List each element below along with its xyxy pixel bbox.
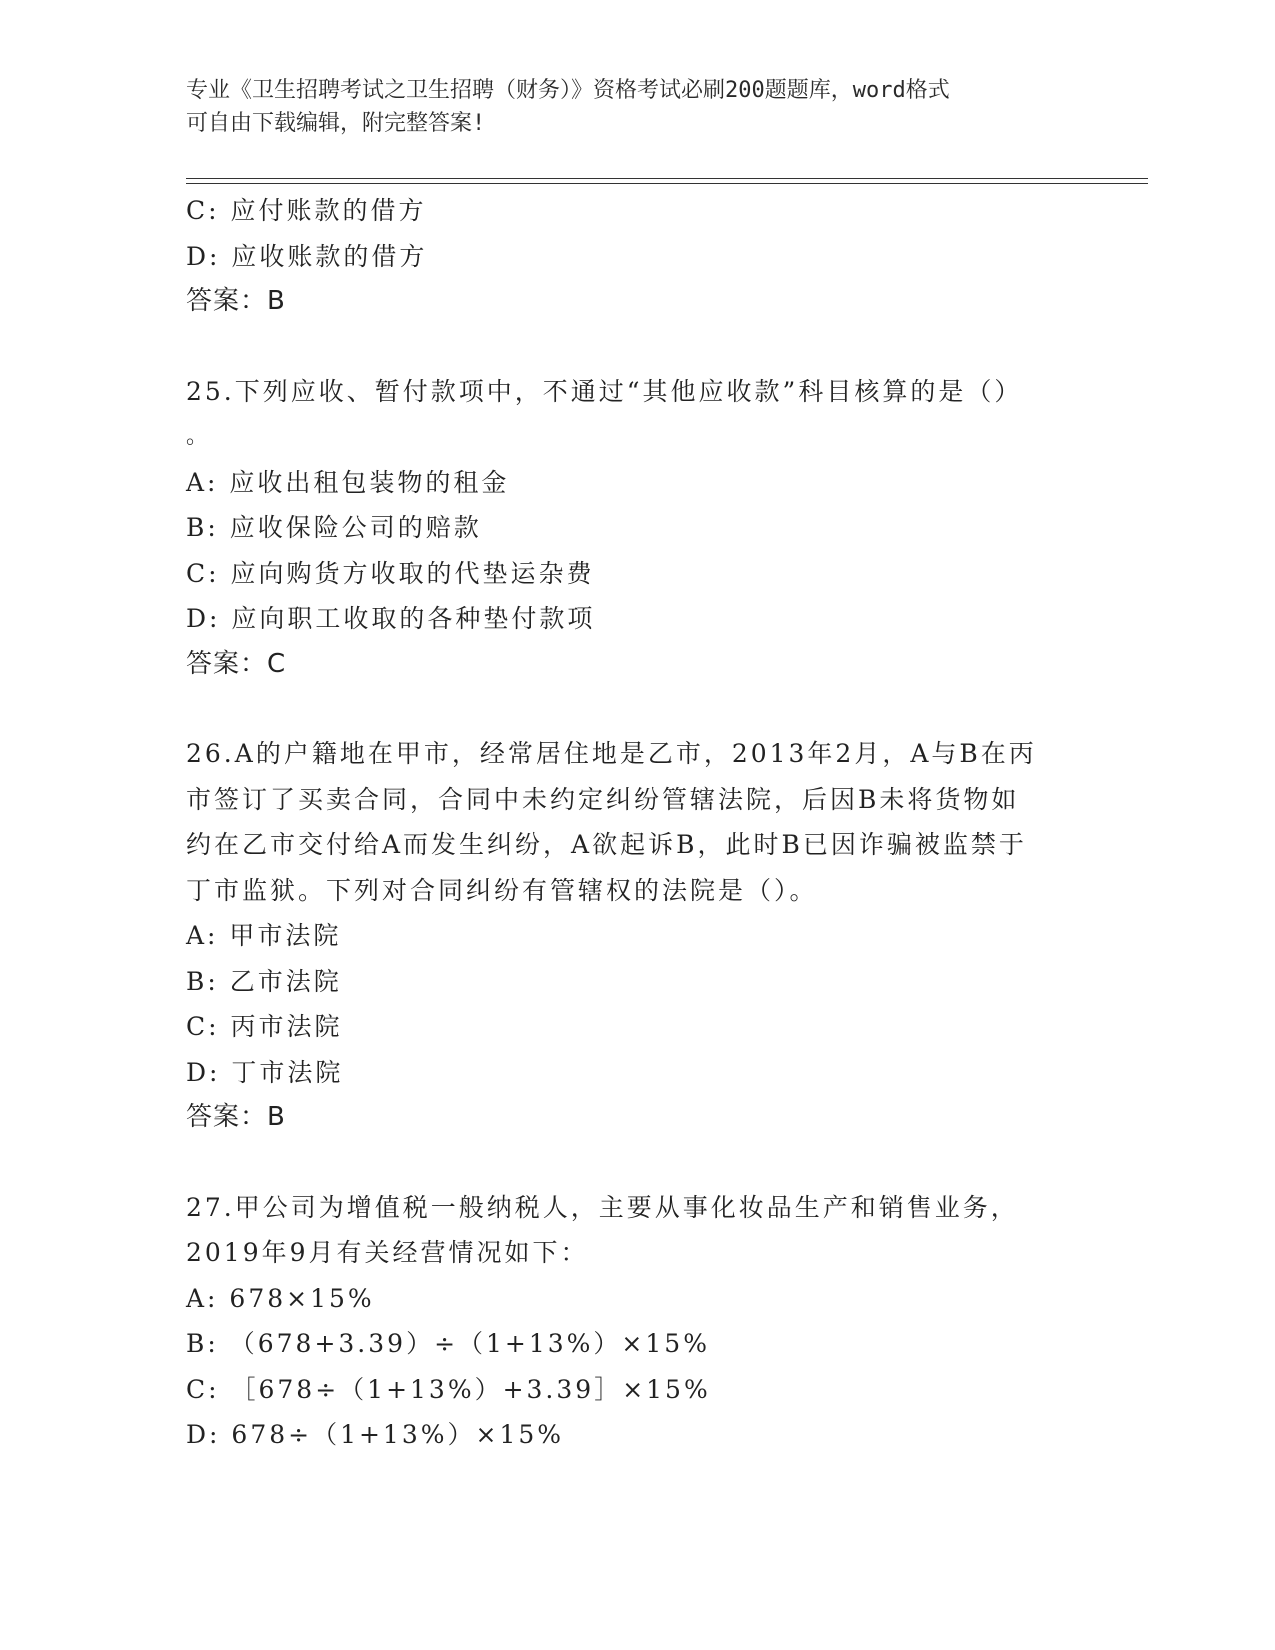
question-stem: 丁市监狱。下列对合同纠纷有管辖权的法院是（）。 <box>186 875 818 905</box>
answer: 答案：B <box>186 1102 286 1132</box>
question-27 <box>186 1185 1086 1458</box>
header-rule-top <box>186 178 1148 179</box>
answer: 答案：C <box>186 648 287 679</box>
document-header <box>186 74 1086 140</box>
option-c: C: 应向购货方收取的代垫运杂费 <box>186 558 595 588</box>
question-stem: 25.下列应收、暂付款项中，不通过“其他应收款”科目核算的是（） <box>186 376 1023 406</box>
question-stem: 2019年9月有关经营情况如下： <box>186 1238 589 1267</box>
answer: 答案：B <box>186 286 286 316</box>
option-d: D: 678÷（1+13%）×15% <box>186 1420 565 1449</box>
question-stem: 市签订了买卖合同，合同中未约定纠纷管辖法院，后因B未将货物如 <box>186 784 1020 814</box>
option-a: A: 甲市法院 <box>186 921 342 950</box>
option-c: C: 应付账款的借方 <box>186 196 427 225</box>
header-line-2: 可自由下载编辑，附完整答案! <box>186 111 486 136</box>
question-stem: 27.甲公司为增值税一般纳税人，主要从事化妆品生产和销售业务， <box>186 1192 1019 1222</box>
header-rule-bottom <box>186 183 1148 184</box>
question-stem: 26.A的户籍地在甲市，经常居住地是乙市，2013年2月，A与B在丙 <box>186 739 1037 768</box>
header-line-1: 专业《卫生招聘考试之卫生招聘（财务）》资格考试必刷200题题库，word格式 <box>186 78 950 103</box>
option-b: B: 乙市法院 <box>186 966 342 996</box>
previous-question-tail <box>186 188 1086 325</box>
question-stem: 。 <box>186 424 212 449</box>
option-b: B: （678+3.39）÷（1+13%）×15% <box>186 1329 710 1358</box>
question-26 <box>186 731 1086 1141</box>
option-d: D: 丁市法院 <box>186 1057 344 1087</box>
question-25 <box>186 369 1086 688</box>
option-a: A: 678×15% <box>186 1283 375 1313</box>
option-d: D: 应收账款的借方 <box>186 241 428 271</box>
option-a: A: 应收出租包装物的租金 <box>186 467 510 497</box>
option-b: B: 应收保险公司的赔款 <box>186 513 482 542</box>
document-body <box>186 188 1086 1458</box>
option-d: D: 应向职工收取的各种垫付款项 <box>186 604 596 633</box>
option-c: C: ［678÷（1+13%）+3.39］×15% <box>186 1374 711 1404</box>
option-c: C: 丙市法院 <box>186 1012 343 1041</box>
question-stem: 约在乙市交付给A而发生纠纷，A欲起诉B，此时B已因诈骗被监禁于 <box>186 830 1027 859</box>
